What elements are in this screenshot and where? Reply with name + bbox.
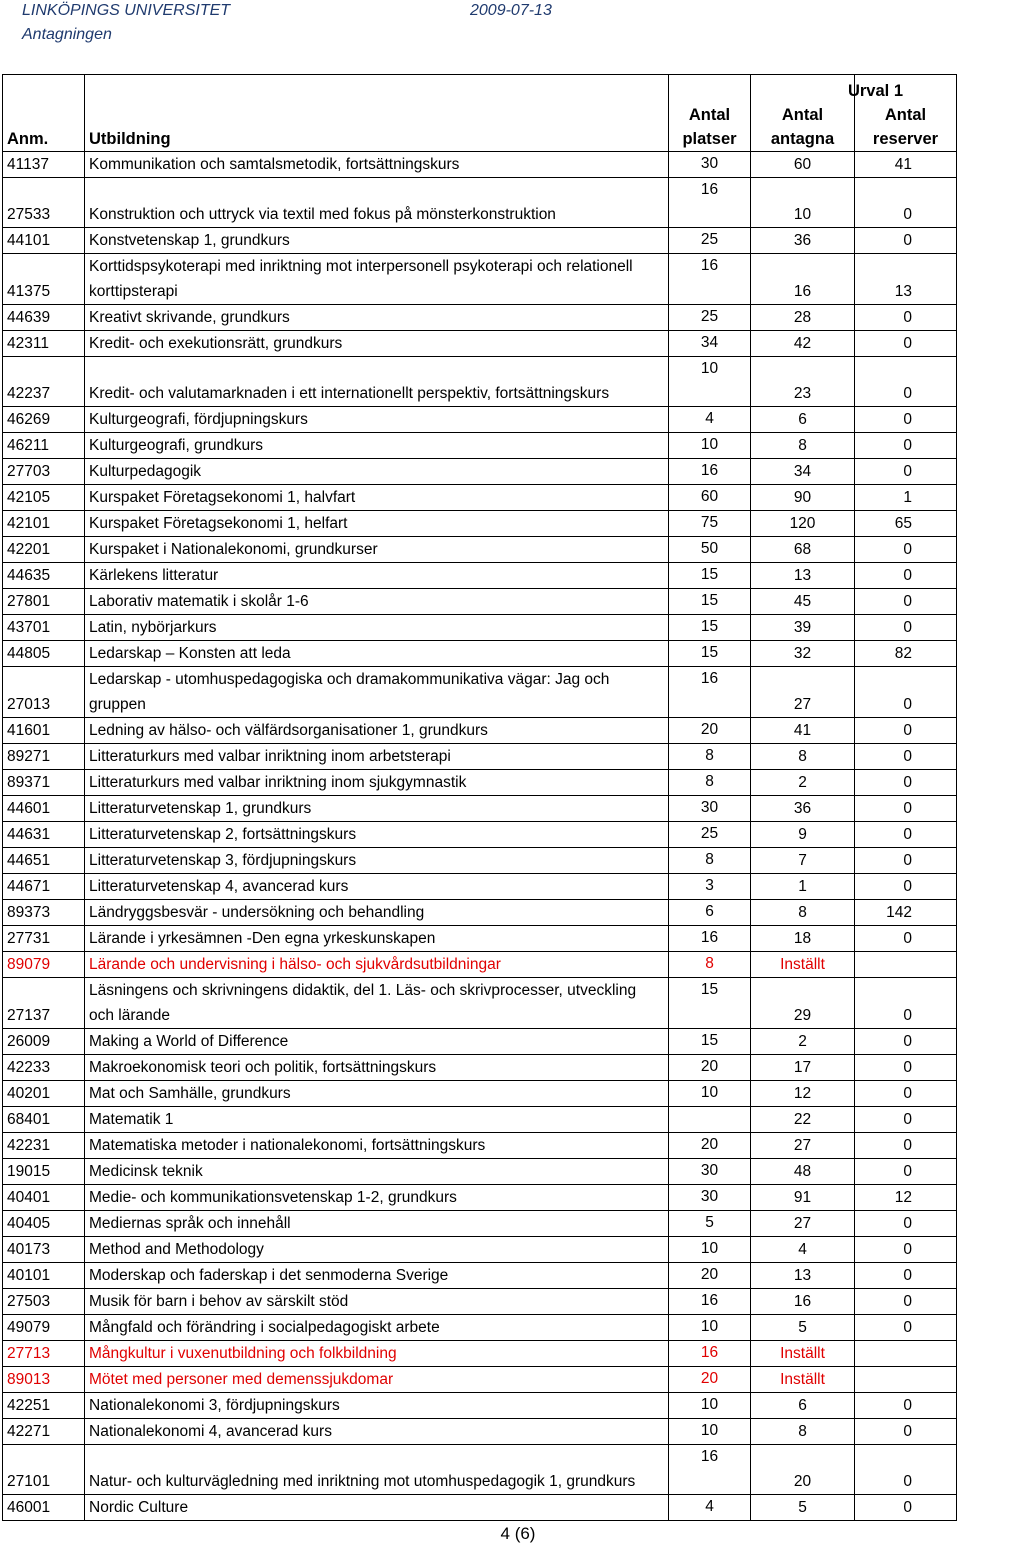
platser-value: 4 xyxy=(669,407,751,433)
course-code: 89271 xyxy=(3,744,85,770)
platser-value: 34 xyxy=(669,331,751,357)
document-date: 2009-07-13 xyxy=(470,2,552,19)
reserver-value: 0 xyxy=(855,178,957,228)
reserver-value: 0 xyxy=(855,589,957,615)
platser-value: 20 xyxy=(669,1133,751,1159)
table-row xyxy=(3,178,957,228)
platser-value: 15 xyxy=(669,978,751,1029)
column-header-platser: Antal platser xyxy=(669,75,751,152)
antagna-value: 8 xyxy=(751,433,855,459)
antagna-value: 27 xyxy=(751,1133,855,1159)
course-name: Matematiska metoder i nationalekonomi, fortsättningskurs xyxy=(85,1133,669,1159)
table-row xyxy=(3,254,957,305)
antagna-value: 20 xyxy=(751,1445,855,1495)
column-header-reserver: Urval 1 Antal reserver xyxy=(855,75,957,152)
table-row xyxy=(3,1341,957,1367)
platser-value: 16 xyxy=(669,178,751,228)
platser-value: 8 xyxy=(669,770,751,796)
course-code: 27703 xyxy=(3,459,85,485)
table-row xyxy=(3,1159,957,1185)
course-name: Natur- och kulturvägledning med inriktning mot utomhuspedagogik 1, grundkurs xyxy=(85,1445,669,1495)
reserver-value: 0 xyxy=(855,1495,957,1521)
reserver-value: 0 xyxy=(855,537,957,563)
course-name: Mångfald och förändring i socialpedagogiskt arbete xyxy=(85,1315,669,1341)
course-name: Kurspaket Företagsekonomi 1, helfart xyxy=(85,511,669,537)
platser-value: 30 xyxy=(669,796,751,822)
antagna-value: 8 xyxy=(751,900,855,926)
platser-value: 10 xyxy=(669,1315,751,1341)
course-code: 41601 xyxy=(3,718,85,744)
course-code: 46211 xyxy=(3,433,85,459)
antagna-value: 13 xyxy=(751,563,855,589)
antagna-value: 13 xyxy=(751,1263,855,1289)
column-header-utbildning: Utbildning xyxy=(85,75,669,152)
reserver-value: 0 xyxy=(855,305,957,331)
platser-value: 6 xyxy=(669,900,751,926)
platser-value: 10 xyxy=(669,1081,751,1107)
table-row xyxy=(3,615,957,641)
course-code: 27731 xyxy=(3,926,85,952)
platser-value: 16 xyxy=(669,1445,751,1495)
course-code: 44101 xyxy=(3,228,85,254)
table-body xyxy=(3,152,957,1521)
course-name: Ledarskap – Konsten att leda xyxy=(85,641,669,667)
course-name: Konstruktion och uttryck via textil med fokus på mönsterkonstruktion xyxy=(85,178,669,228)
table-row xyxy=(3,1445,957,1495)
antagna-value: 16 xyxy=(751,1289,855,1315)
course-code: 42231 xyxy=(3,1133,85,1159)
course-code: 44805 xyxy=(3,641,85,667)
table-row xyxy=(3,1367,957,1393)
table-row xyxy=(3,589,957,615)
antagna-value: 8 xyxy=(751,744,855,770)
course-code: 42233 xyxy=(3,1055,85,1081)
course-name: Matematik 1 xyxy=(85,1107,669,1133)
course-name: Litteraturvetenskap 1, grundkurs xyxy=(85,796,669,822)
course-code: 68401 xyxy=(3,1107,85,1133)
platser-value: 50 xyxy=(669,537,751,563)
course-code: 44635 xyxy=(3,563,85,589)
course-code: 27801 xyxy=(3,589,85,615)
platser-value: 16 xyxy=(669,459,751,485)
antagna-value: 48 xyxy=(751,1159,855,1185)
reserver-value: 0 xyxy=(855,357,957,407)
antagna-value: 27 xyxy=(751,1211,855,1237)
antagna-value: 42 xyxy=(751,331,855,357)
course-name: Nationalekonomi 3, fördjupningskurs xyxy=(85,1393,669,1419)
platser-value: 15 xyxy=(669,1029,751,1055)
course-code: 40405 xyxy=(3,1211,85,1237)
table-row xyxy=(3,1315,957,1341)
course-name: Nationalekonomi 4, avancerad kurs xyxy=(85,1419,669,1445)
course-code: 89013 xyxy=(3,1367,85,1393)
table-row xyxy=(3,1081,957,1107)
reserver-value: 0 xyxy=(855,744,957,770)
course-code: 26009 xyxy=(3,1029,85,1055)
antagna-value: 2 xyxy=(751,1029,855,1055)
antagna-value: 6 xyxy=(751,407,855,433)
reserver-value: 0 xyxy=(855,718,957,744)
antagna-value: 39 xyxy=(751,615,855,641)
platser-value: 20 xyxy=(669,1367,751,1393)
platser-value: 10 xyxy=(669,357,751,407)
course-code: 42105 xyxy=(3,485,85,511)
antagna-value: 28 xyxy=(751,305,855,331)
course-name: Kommunikation och samtalsmetodik, fortsättningskurs xyxy=(85,152,669,178)
course-name: Konstvetenskap 1, grundkurs xyxy=(85,228,669,254)
course-code: 27137 xyxy=(3,978,85,1029)
course-name: Kulturpedagogik xyxy=(85,459,669,485)
platser-value: 60 xyxy=(669,485,751,511)
reserver-value: 0 xyxy=(855,459,957,485)
course-name: Ledning av hälso- och välfärdsorganisationer 1, grundkurs xyxy=(85,718,669,744)
antagna-value: 12 xyxy=(751,1081,855,1107)
table-row xyxy=(3,667,957,718)
reserver-value xyxy=(855,1341,957,1367)
course-name: Mötet med personer med demenssjukdomar xyxy=(85,1367,669,1393)
course-code: 40101 xyxy=(3,1263,85,1289)
reserver-value: 0 xyxy=(855,1263,957,1289)
course-code: 40201 xyxy=(3,1081,85,1107)
document-subtitle: Antagningen xyxy=(22,26,112,43)
university-name: LINKÖPINGS UNIVERSITET xyxy=(22,2,231,19)
course-code: 46001 xyxy=(3,1495,85,1521)
table-row xyxy=(3,152,957,178)
page-number: 4 (6) xyxy=(500,1524,536,1543)
antagna-value: 68 xyxy=(751,537,855,563)
reserver-value: 0 xyxy=(855,563,957,589)
table-row xyxy=(3,1419,957,1445)
antagna-value: 91 xyxy=(751,1185,855,1211)
course-name: Kärlekens litteratur xyxy=(85,563,669,589)
table-row xyxy=(3,718,957,744)
reserver-value: 0 xyxy=(855,1419,957,1445)
reserver-value: 41 xyxy=(855,152,957,178)
antagna-value: 120 xyxy=(751,511,855,537)
reserver-value: 1 xyxy=(855,485,957,511)
course-name: Ländryggsbesvär - undersökning och behandling xyxy=(85,900,669,926)
course-name: Korttidspsykoterapi med inriktning mot interpersonell psykoterapi och relationell korttipsterapi xyxy=(85,254,669,305)
column-header-antagna: Antal antagna xyxy=(751,75,855,152)
table-row xyxy=(3,770,957,796)
urval-label: Urval 1 xyxy=(847,82,904,100)
course-code: 44639 xyxy=(3,305,85,331)
course-name: Kurspaket Företagsekonomi 1, halvfart xyxy=(85,485,669,511)
reserver-value: 65 xyxy=(855,511,957,537)
table-row xyxy=(3,357,957,407)
platser-value: 25 xyxy=(669,305,751,331)
course-name: Lärande och undervisning i hälso- och sjukvårdsutbildningar xyxy=(85,952,669,978)
reserver-value: 0 xyxy=(855,1315,957,1341)
course-name: Moderskap och faderskap i det senmoderna Sverige xyxy=(85,1263,669,1289)
reserver-value: 0 xyxy=(855,1159,957,1185)
platser-value: 5 xyxy=(669,1211,751,1237)
table-row xyxy=(3,1211,957,1237)
antagna-value: 7 xyxy=(751,848,855,874)
table-row xyxy=(3,1185,957,1211)
antagna-value: 4 xyxy=(751,1237,855,1263)
reserver-value: 0 xyxy=(855,1445,957,1495)
platser-value: 75 xyxy=(669,511,751,537)
course-code: 49079 xyxy=(3,1315,85,1341)
reserver-value: 142 xyxy=(855,900,957,926)
antagna-value: 41 xyxy=(751,718,855,744)
table-row xyxy=(3,978,957,1029)
antagna-value: 60 xyxy=(751,152,855,178)
platser-value: 4 xyxy=(669,1495,751,1521)
table-row xyxy=(3,1289,957,1315)
reserver-value: 0 xyxy=(855,1029,957,1055)
platser-value: 10 xyxy=(669,433,751,459)
reserver-value: 0 xyxy=(855,433,957,459)
antagna-value: 17 xyxy=(751,1055,855,1081)
table-row xyxy=(3,900,957,926)
reserver-value: 0 xyxy=(855,848,957,874)
course-code: 44601 xyxy=(3,796,85,822)
reserver-value xyxy=(855,1367,957,1393)
antagna-value: Inställt xyxy=(751,1367,855,1393)
table-row xyxy=(3,822,957,848)
reserver-value: 0 xyxy=(855,978,957,1029)
antagna-value: 23 xyxy=(751,357,855,407)
table-row xyxy=(3,537,957,563)
course-name: Kulturgeografi, fördjupningskurs xyxy=(85,407,669,433)
platser-value: 16 xyxy=(669,667,751,718)
course-name: Kulturgeografi, grundkurs xyxy=(85,433,669,459)
table-row xyxy=(3,511,957,537)
platser-value: 20 xyxy=(669,718,751,744)
course-name: Latin, nybörjarkurs xyxy=(85,615,669,641)
course-name: Kredit- och valutamarknaden i ett internationellt perspektiv, fortsättningskurs xyxy=(85,357,669,407)
course-name: Medie- och kommunikationsvetenskap 1-2, grundkurs xyxy=(85,1185,669,1211)
course-code: 42251 xyxy=(3,1393,85,1419)
table-row xyxy=(3,1263,957,1289)
reserver-value: 0 xyxy=(855,770,957,796)
course-name: Mat och Samhälle, grundkurs xyxy=(85,1081,669,1107)
course-code: 27503 xyxy=(3,1289,85,1315)
antagna-value: 5 xyxy=(751,1495,855,1521)
course-code: 42311 xyxy=(3,331,85,357)
course-code: 89371 xyxy=(3,770,85,796)
table-row xyxy=(3,796,957,822)
course-name: Kreativt skrivande, grundkurs xyxy=(85,305,669,331)
table-row xyxy=(3,1029,957,1055)
table-row xyxy=(3,1055,957,1081)
antagna-value: 22 xyxy=(751,1107,855,1133)
table-row xyxy=(3,459,957,485)
course-name: Musik för barn i behov av särskilt stöd xyxy=(85,1289,669,1315)
table-header-row xyxy=(3,75,957,152)
course-code: 40401 xyxy=(3,1185,85,1211)
course-name: Laborativ matematik i skolår 1-6 xyxy=(85,589,669,615)
reserver-value: 0 xyxy=(855,1237,957,1263)
course-name: Litteraturvetenskap 3, fördjupningskurs xyxy=(85,848,669,874)
table-row xyxy=(3,433,957,459)
course-code: 27013 xyxy=(3,667,85,718)
reserver-value: 0 xyxy=(855,1289,957,1315)
antagna-value: 36 xyxy=(751,796,855,822)
antagna-value: 8 xyxy=(751,1419,855,1445)
course-code: 27533 xyxy=(3,178,85,228)
platser-value: 8 xyxy=(669,952,751,978)
table-row xyxy=(3,874,957,900)
table-row xyxy=(3,407,957,433)
table-row xyxy=(3,926,957,952)
platser-value: 16 xyxy=(669,1341,751,1367)
antagna-value: 10 xyxy=(751,178,855,228)
platser-value: 10 xyxy=(669,1393,751,1419)
table-row xyxy=(3,952,957,978)
reserver-value: 13 xyxy=(855,254,957,305)
platser-value: 15 xyxy=(669,563,751,589)
antagna-value: 27 xyxy=(751,667,855,718)
platser-value: 30 xyxy=(669,152,751,178)
antagna-value: 5 xyxy=(751,1315,855,1341)
antagna-value: 9 xyxy=(751,822,855,848)
reserver-value: 0 xyxy=(855,796,957,822)
platser-value: 20 xyxy=(669,1055,751,1081)
course-code: 42101 xyxy=(3,511,85,537)
course-name: Lärande i yrkesämnen -Den egna yrkeskunskapen xyxy=(85,926,669,952)
course-name: Medicinsk teknik xyxy=(85,1159,669,1185)
course-name: Ledarskap - utomhuspedagogiska och dramakommunikativa vägar: Jag och gruppen xyxy=(85,667,669,718)
course-code: 19015 xyxy=(3,1159,85,1185)
antagna-value: 90 xyxy=(751,485,855,511)
reserver-value: 0 xyxy=(855,407,957,433)
course-name: Makroekonomisk teori och politik, fortsättningskurs xyxy=(85,1055,669,1081)
antagna-value: 45 xyxy=(751,589,855,615)
admissions-table xyxy=(2,74,957,1521)
antagna-value: 16 xyxy=(751,254,855,305)
antagna-value: 1 xyxy=(751,874,855,900)
reserver-value: 0 xyxy=(855,822,957,848)
course-code: 27101 xyxy=(3,1445,85,1495)
course-name: Method and Methodology xyxy=(85,1237,669,1263)
table-row xyxy=(3,848,957,874)
course-name: Litteraturvetenskap 4, avancerad kurs xyxy=(85,874,669,900)
reserver-value: 0 xyxy=(855,667,957,718)
course-name: Kredit- och exekutionsrätt, grundkurs xyxy=(85,331,669,357)
reserver-value: 0 xyxy=(855,615,957,641)
platser-value: 8 xyxy=(669,848,751,874)
platser-value: 16 xyxy=(669,254,751,305)
antagna-value: 6 xyxy=(751,1393,855,1419)
course-code: 46269 xyxy=(3,407,85,433)
reserver-value: 0 xyxy=(855,1107,957,1133)
antagna-value: 34 xyxy=(751,459,855,485)
course-name: Kurspaket i Nationalekonomi, grundkurser xyxy=(85,537,669,563)
antagna-value: 32 xyxy=(751,641,855,667)
course-code: 44631 xyxy=(3,822,85,848)
course-code: 27713 xyxy=(3,1341,85,1367)
table-row xyxy=(3,1393,957,1419)
antagna-value: 29 xyxy=(751,978,855,1029)
platser-value: 10 xyxy=(669,1237,751,1263)
antagna-value: 36 xyxy=(751,228,855,254)
table-row xyxy=(3,305,957,331)
column-header-anm: Anm. xyxy=(3,75,85,152)
antagna-value: Inställt xyxy=(751,952,855,978)
course-name: Nordic Culture xyxy=(85,1495,669,1521)
platser-value: 30 xyxy=(669,1159,751,1185)
course-code: 40173 xyxy=(3,1237,85,1263)
course-code: 41137 xyxy=(3,152,85,178)
platser-value: 10 xyxy=(669,1419,751,1445)
reserver-value: 0 xyxy=(855,1211,957,1237)
course-name: Mediernas språk och innehåll xyxy=(85,1211,669,1237)
reserver-value: 0 xyxy=(855,331,957,357)
platser-value xyxy=(669,1107,751,1133)
platser-value: 15 xyxy=(669,589,751,615)
course-name: Litteraturkurs med valbar inriktning inom sjukgymnastik xyxy=(85,770,669,796)
platser-value: 16 xyxy=(669,926,751,952)
platser-value: 20 xyxy=(669,1263,751,1289)
course-name: Mångkultur i vuxenutbildning och folkbildning xyxy=(85,1341,669,1367)
reserver-value: 0 xyxy=(855,874,957,900)
reserver-value: 0 xyxy=(855,1081,957,1107)
reserver-value: 0 xyxy=(855,926,957,952)
platser-value: 25 xyxy=(669,822,751,848)
table-row xyxy=(3,1237,957,1263)
antagna-value: Inställt xyxy=(751,1341,855,1367)
course-name: Litteraturkurs med valbar inriktning inom arbetsterapi xyxy=(85,744,669,770)
reserver-value: 0 xyxy=(855,1393,957,1419)
reserver-value: 0 xyxy=(855,228,957,254)
antagna-value: 2 xyxy=(751,770,855,796)
table-row xyxy=(3,485,957,511)
reserver-value xyxy=(855,952,957,978)
reserver-value: 0 xyxy=(855,1133,957,1159)
platser-value: 3 xyxy=(669,874,751,900)
course-code: 44651 xyxy=(3,848,85,874)
reserver-value: 0 xyxy=(855,1055,957,1081)
table-row xyxy=(3,744,957,770)
platser-value: 8 xyxy=(669,744,751,770)
course-code: 43701 xyxy=(3,615,85,641)
course-name: Läsningens och skrivningens didaktik, del 1. Läs- och skrivprocesser, utveckling och lärande xyxy=(85,978,669,1029)
table-row xyxy=(3,1133,957,1159)
course-code: 89079 xyxy=(3,952,85,978)
platser-value: 30 xyxy=(669,1185,751,1211)
course-code: 42201 xyxy=(3,537,85,563)
course-code: 89373 xyxy=(3,900,85,926)
antagna-value: 18 xyxy=(751,926,855,952)
course-code: 42237 xyxy=(3,357,85,407)
reserver-value: 82 xyxy=(855,641,957,667)
course-name: Making a World of Difference xyxy=(85,1029,669,1055)
platser-value: 16 xyxy=(669,1289,751,1315)
course-code: 41375 xyxy=(3,254,85,305)
course-code: 44671 xyxy=(3,874,85,900)
table-row xyxy=(3,641,957,667)
table-row xyxy=(3,331,957,357)
table-row xyxy=(3,1107,957,1133)
table-row xyxy=(3,1495,957,1521)
table-row xyxy=(3,228,957,254)
table-row xyxy=(3,563,957,589)
platser-value: 15 xyxy=(669,615,751,641)
platser-value: 25 xyxy=(669,228,751,254)
platser-value: 15 xyxy=(669,641,751,667)
course-name: Litteraturvetenskap 2, fortsättningskurs xyxy=(85,822,669,848)
reserver-value: 12 xyxy=(855,1185,957,1211)
course-code: 42271 xyxy=(3,1419,85,1445)
